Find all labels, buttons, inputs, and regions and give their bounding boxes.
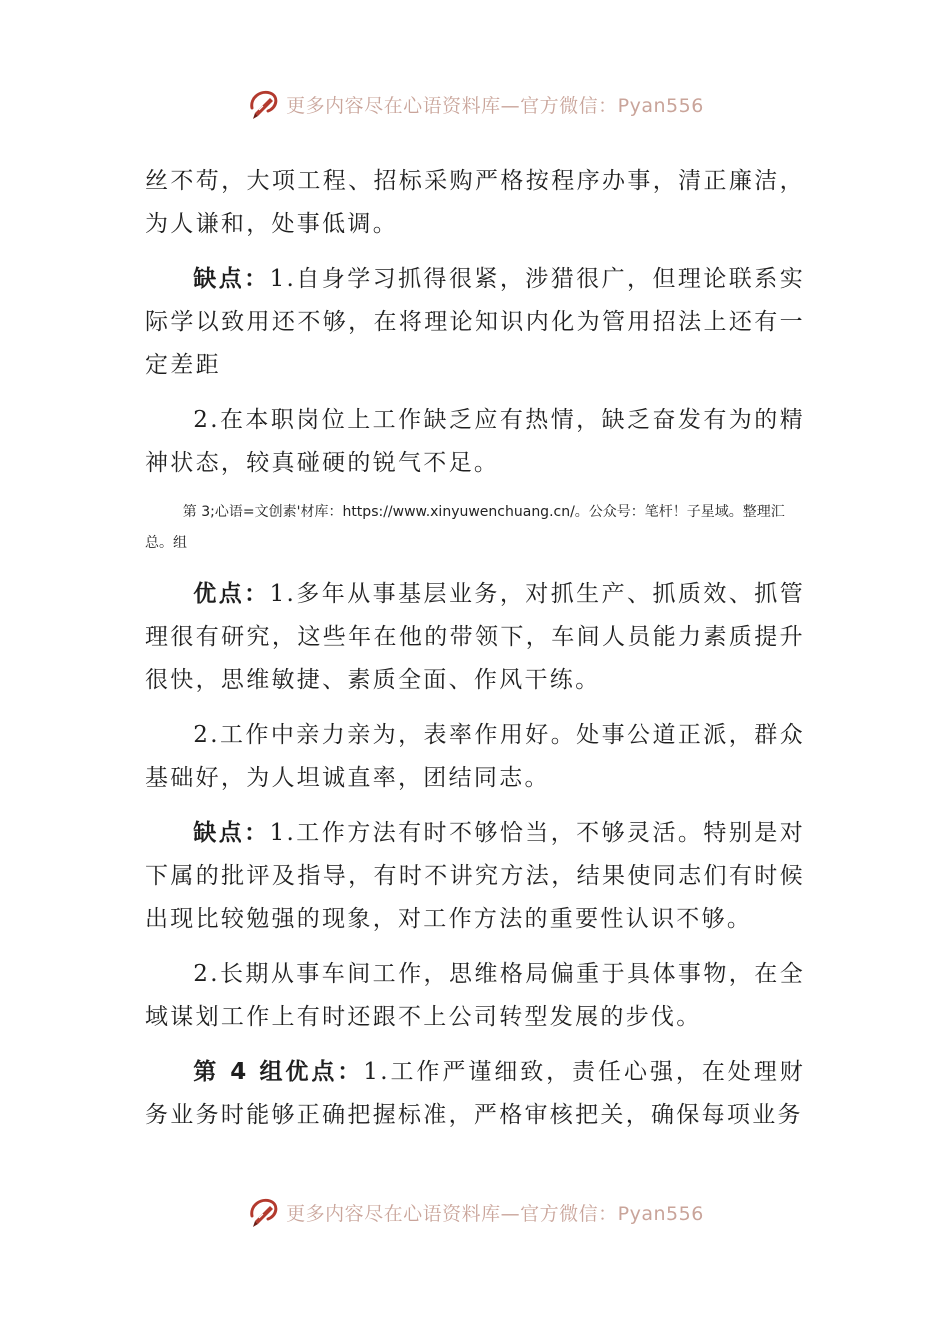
paragraph-6: 缺点：1.工作方法有时不够恰当，不够灵活。特别是对下属的批评及指导，有时不讲究方法，结果使同志们有时候出现比较勉强的现象，对工作方法的重要性认识不够。 (145, 820, 805, 932)
group-4-strength-label: 第 4 组优点： (193, 1059, 364, 1085)
strength-label: 优点： (193, 581, 270, 607)
paragraph-7: 2.长期从事车间工作，思维格局偏重于具体事物，在全域谋划工作上有时还跟不上公司转型发展的步伐。 (145, 961, 805, 1030)
paragraph-5: 2.工作中亲力亲为，表率作用好。处事公道正派，群众基础好，为人坦诚直率，团结同志。 (145, 722, 805, 791)
pen-swirl-icon (246, 1194, 282, 1230)
pen-swirl-icon (246, 86, 282, 122)
banner-text: 更多内容尽在心语资料库—官方微信：Pyan556 (286, 1202, 704, 1225)
weakness-label: 缺点： (193, 820, 270, 846)
paragraph-2: 缺点：1.自身学习抓得很紧，涉猎很广，但理论联系实际学以致用还不够，在将理论知识内化为管用招法上还有一定差距 (145, 266, 805, 378)
paragraph-8: 第 4 组优点：1.工作严谨细致，责任心强，在处理财务业务时能够正确把握标准，严格审核把关，确保每项业务 (145, 1059, 805, 1128)
paragraph-3: 2.在本职岗位上工作缺乏应有热情，缺乏奋发有为的精神状态，较真碰硬的锐气不足。 (145, 407, 805, 476)
document-body (145, 160, 805, 1149)
weakness-label: 缺点： (193, 266, 270, 292)
header-banner (0, 82, 950, 126)
banner-text: 更多内容尽在心语资料库—官方微信：Pyan556 (286, 94, 704, 117)
source-note: 第 3;心语=文创素'材库：https://www.xinyuwenchuang.cn/。公众号：笔杆！子星域。整理汇总。组 (145, 504, 785, 551)
paragraph-4: 优点：1.多年从事基层业务，对抓生产、抓质效、抓管理很有研究，这些年在他的带领下，车间人员能力素质提升很快，思维敏捷、素质全面、作风干练。 (145, 581, 805, 693)
footer-banner (0, 1190, 950, 1234)
paragraph-1: 丝不苟，大项工程、招标采购严格按程序办事，清正廉洁，为人谦和，处事低调。 (145, 168, 805, 237)
